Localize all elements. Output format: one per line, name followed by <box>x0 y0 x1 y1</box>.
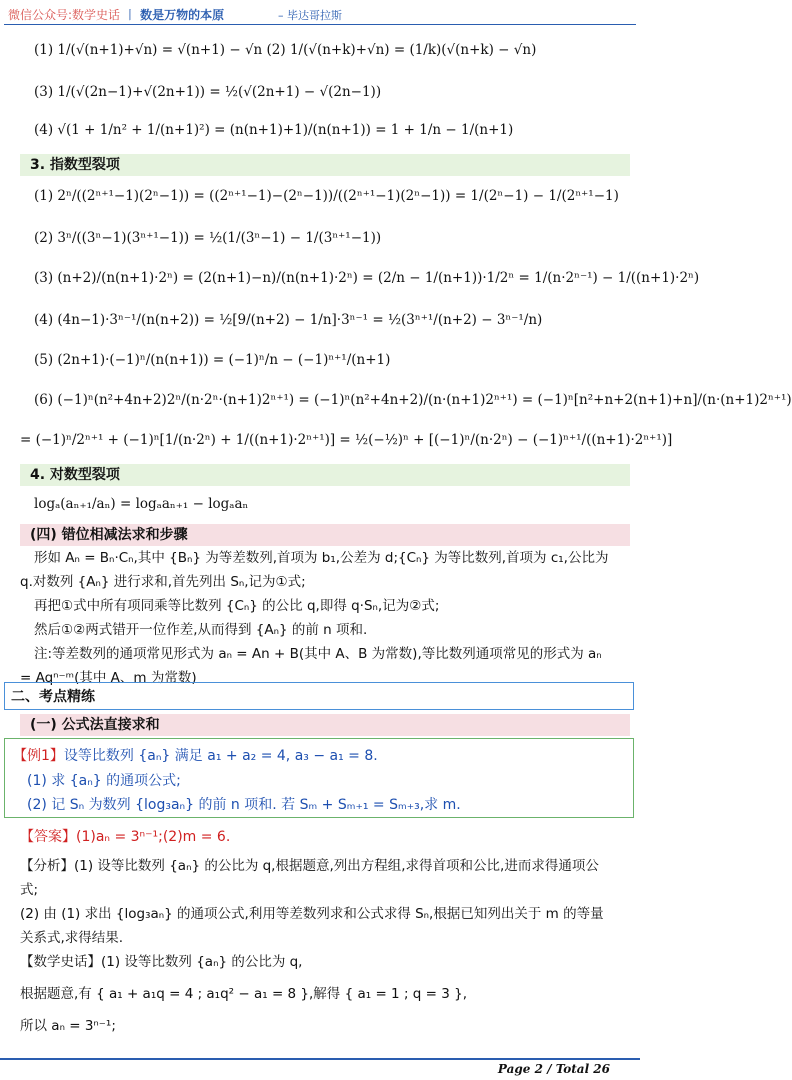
formula-exp-2: (2) 3ⁿ/((3ⁿ−1)(3ⁿ⁺¹−1)) = ½(1/(3ⁿ−1) − 1/(3ⁿ⁺¹−1)) <box>34 230 382 246</box>
method-line-3: 再把①式中所有项同乘等比数列 {Cₙ} 的公比 q,即得 q·Sₙ,记为②式; <box>34 598 440 614</box>
section-exponential: 3. 指数型裂项 <box>20 154 630 176</box>
answer: 【答案】(1)aₙ = 3ⁿ⁻¹;(2)m = 6. <box>20 829 231 845</box>
page-footer: Page 2 / Total 26 <box>497 1062 610 1076</box>
footer-rule <box>0 1058 640 1060</box>
analysis-line-5: 【数学史话】(1) 设等比数列 {aₙ} 的公比为 q, <box>20 954 303 970</box>
analysis-line-1: 【分析】(1) 设等比数列 {aₙ} 的公比为 q,根据题意,列出方程组,求得首项和公比,进而求得通项公 <box>20 858 599 874</box>
page-header <box>0 0 640 26</box>
formula-top-2: (3) 1/(√(2n−1)+√(2n+1)) = ½(√(2n+1) − √(2n−1)) <box>34 84 382 100</box>
formula-exp-6: (6) (−1)ⁿ(n²+4n+2)2ⁿ/(n·2ⁿ·(n+1)2ⁿ⁺¹) = (−1)ⁿ(n²+4n+2)/(n·(n+1)2ⁿ⁺¹) = (−1)ⁿ[n²+n+2(n+1)+n]/(n·(n+1)2ⁿ⁺¹) <box>34 392 792 408</box>
analysis-line-4: 关系式,求得结果. <box>20 930 124 946</box>
example-line-3: (2) 记 Sₙ 为数列 {log₃aₙ} 的前 n 项和. 若 Sₘ + Sₘ₊₁ = Sₘ₊₃,求 m. <box>27 797 461 813</box>
formula-top-3: (4) √(1 + 1/n² + 1/(n+1)²) = (n(n+1)+1)/(n(n+1)) = 1 + 1/n − 1/(n+1) <box>34 122 514 138</box>
header-separator: 丨 <box>124 8 137 22</box>
header-left <box>8 6 224 23</box>
analysis-line-3: (2) 由 (1) 求出 {log₃aₙ} 的通项公式,利用等差数列求和公式求得 Sₙ,根据已知列出关于 m 的等量 <box>20 906 604 922</box>
sub-section-formula: (一) 公式法直接求和 <box>20 714 630 736</box>
example-box <box>4 738 634 818</box>
formula-exp-1: (1) 2ⁿ/((2ⁿ⁺¹−1)(2ⁿ−1)) = ((2ⁿ⁺¹−1)−(2ⁿ−1))/((2ⁿ⁺¹−1)(2ⁿ−1)) = 1/(2ⁿ−1) − 1/(2ⁿ⁺¹−1) <box>34 188 619 204</box>
formula-exp-3: (3) (n+2)/(n(n+1)·2ⁿ) = (2(n+1)−n)/(n(n+1)·2ⁿ) = (2/n − 1/(n+1))·1/2ⁿ = 1/(n·2ⁿ⁻¹) − 1/((n+1)·2ⁿ) <box>34 270 700 286</box>
formula-exp-7: = (−1)ⁿ/2ⁿ⁺¹ + (−1)ⁿ[1/(n·2ⁿ) + 1/((n+1)·2ⁿ⁺¹)] = ½(−½)ⁿ + [(−1)ⁿ/(n·2ⁿ) − (−1)ⁿ⁺¹/((n+1)·2ⁿ⁺¹)] <box>20 432 673 448</box>
method-line-4: 然后①②两式错开一位作差,从而得到 {Aₙ} 的前 n 项和. <box>34 622 368 638</box>
method-text <box>20 546 630 690</box>
analysis-line-6: 根据题意,有 { a₁ + a₁q = 4 ; a₁q² − a₁ = 8 },解得 { a₁ = 1 ; q = 3 }, <box>20 986 468 1002</box>
example-line-1 <box>13 745 378 765</box>
method-line-2: q.对数列 {Aₙ} 进行求和,首先列出 Sₙ,记为①式; <box>20 574 306 590</box>
formula-exp-4: (4) (4n−1)·3ⁿ⁻¹/(n(n+2)) = ½[9/(n+2) − 1/n]·3ⁿ⁻¹ = ½(3ⁿ⁺¹/(n+2) − 3ⁿ⁻¹/n) <box>34 312 543 328</box>
method-line-6: = Aqⁿ⁻ᵐ(其中 A、m 为常数) <box>20 670 197 686</box>
analysis-line-2: 式; <box>20 882 39 898</box>
example-tag: 【例1】 <box>13 748 64 764</box>
formula-exp-5: (5) (2n+1)·(−1)ⁿ/(n(n+1)) = (−1)ⁿ/n − (−1)ⁿ⁺¹/(n+1) <box>34 352 391 368</box>
example-line-2: (1) 求 {aₙ} 的通项公式; <box>27 773 181 789</box>
header-quote: – 毕达哥拉斯 <box>278 9 342 22</box>
section-log: 4. 对数型裂项 <box>20 464 630 486</box>
section-dislocation: (四) 错位相减法求和步骤 <box>20 524 630 546</box>
header-rule <box>4 24 636 25</box>
part-two-heading: 二、考点精练 <box>4 682 634 710</box>
analysis-text <box>20 854 630 1038</box>
header-title: 数是万物的本原 <box>140 8 225 22</box>
formula-log: logₐ(aₙ₊₁/aₙ) = logₐaₙ₊₁ − logₐaₙ <box>34 496 249 512</box>
analysis-line-7: 所以 aₙ = 3ⁿ⁻¹; <box>20 1018 116 1034</box>
example-stem: 设等比数列 {aₙ} 满足 a₁ + a₂ = 4, a₃ − a₁ = 8. <box>63 748 378 764</box>
account-name: 微信公众号:数学史话 <box>8 8 121 22</box>
formula-top-1: (1) 1/(√(n+1)+√n) = √(n+1) − √n (2) 1/(√(n+k)+√n) = (1/k)(√(n+k) − √n) <box>34 42 537 58</box>
method-line-5: 注:等差数列的通项常见形式为 aₙ = An + B(其中 A、B 为常数),等比数列通项常见的形式为 aₙ <box>34 646 602 662</box>
method-line-1: 形如 Aₙ = Bₙ·Cₙ,其中 {Bₙ} 为等差数列,首项为 b₁,公差为 d;{Cₙ} 为等比数列,首项为 c₁,公比为 <box>34 550 609 566</box>
